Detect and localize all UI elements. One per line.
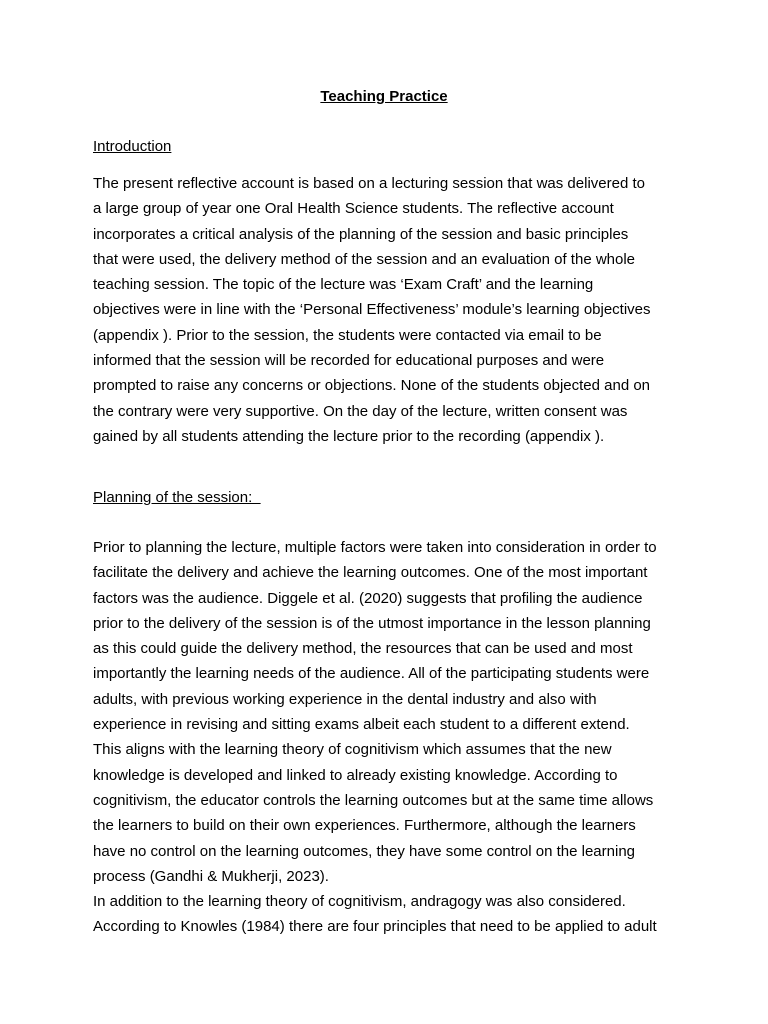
text-line: factors was the audience. Diggele et al. (2020) suggests that profiling the audience — [93, 589, 643, 607]
section-heading-introduction: Introduction — [93, 138, 172, 155]
text-line: adults, with previous working experience in the dental industry and also with — [93, 690, 597, 708]
text-line: that were used, the delivery method of the session and an evaluation of the whole — [93, 250, 636, 268]
text-line: the learners to build on their own experiences. Furthermore, although the learners — [93, 817, 636, 835]
text-line: the contrary were very supportive. On the day of the lecture, written consent was — [93, 402, 628, 420]
text-line: importantly the learning needs of the audience. All of the participating students were — [93, 665, 650, 683]
text-line: have no control on the learning outcomes, they have some control on the learning — [93, 842, 636, 860]
text-line: a large group of year one Oral Health Science students. The reflective account — [93, 200, 614, 218]
text-line: cognitivism, the educator controls the learning outcomes but at the same time allows — [93, 791, 654, 809]
text-line: knowledge is developed and linked to already existing knowledge. According to — [93, 766, 618, 784]
text-line: According to Knowles (1984) there are four principles that need to be applied to adult — [93, 918, 657, 936]
text-line: gained by all students attending the lecture prior to the recording (appendix ). — [93, 427, 605, 445]
text-line: facilitate the delivery and achieve the learning outcomes. One of the most important — [93, 564, 648, 582]
text-line: In addition to the learning theory of cognitivism, andragogy was also considered. — [93, 893, 626, 911]
introduction-paragraph — [93, 171, 677, 449]
text-line: (appendix ). Prior to the session, the students were contacted via email to be — [93, 326, 602, 344]
text-line: objectives were in line with the ‘Personal Effectiveness’ module’s learning objectives — [93, 301, 651, 319]
text-line: Prior to planning the lecture, multiple factors were taken into consideration in order to — [93, 539, 657, 556]
text-line: as this could guide the delivery method, the resources that can be used and most — [93, 640, 633, 658]
text-line: prompted to raise any concerns or objections. None of the students objected and on — [93, 377, 651, 395]
text-line: informed that the session will be recorded for educational purposes and were — [93, 352, 605, 370]
text-line: teaching session. The topic of the lecture was ‘Exam Craft’ and the learning — [93, 276, 594, 294]
text-line: incorporates a critical analysis of the planning of the session and basic principles — [93, 225, 629, 243]
document-title: Teaching Practice — [320, 88, 448, 105]
text-line: prior to the delivery of the session is of the utmost importance in the lesson planning — [93, 614, 651, 632]
text-line: experience in revising and sitting exams albeit each student to a different extend. — [93, 716, 630, 734]
section-heading-planning: Planning of the session: — [93, 489, 261, 506]
text-line: process (Gandhi & Mukherji, 2023). — [93, 867, 329, 885]
text-line: This aligns with the learning theory of cognitivism which assumes that the new — [93, 741, 612, 759]
planning-paragraph — [93, 535, 677, 940]
text-line: The present reflective account is based on a lecturing session that was delivered to — [93, 175, 645, 192]
